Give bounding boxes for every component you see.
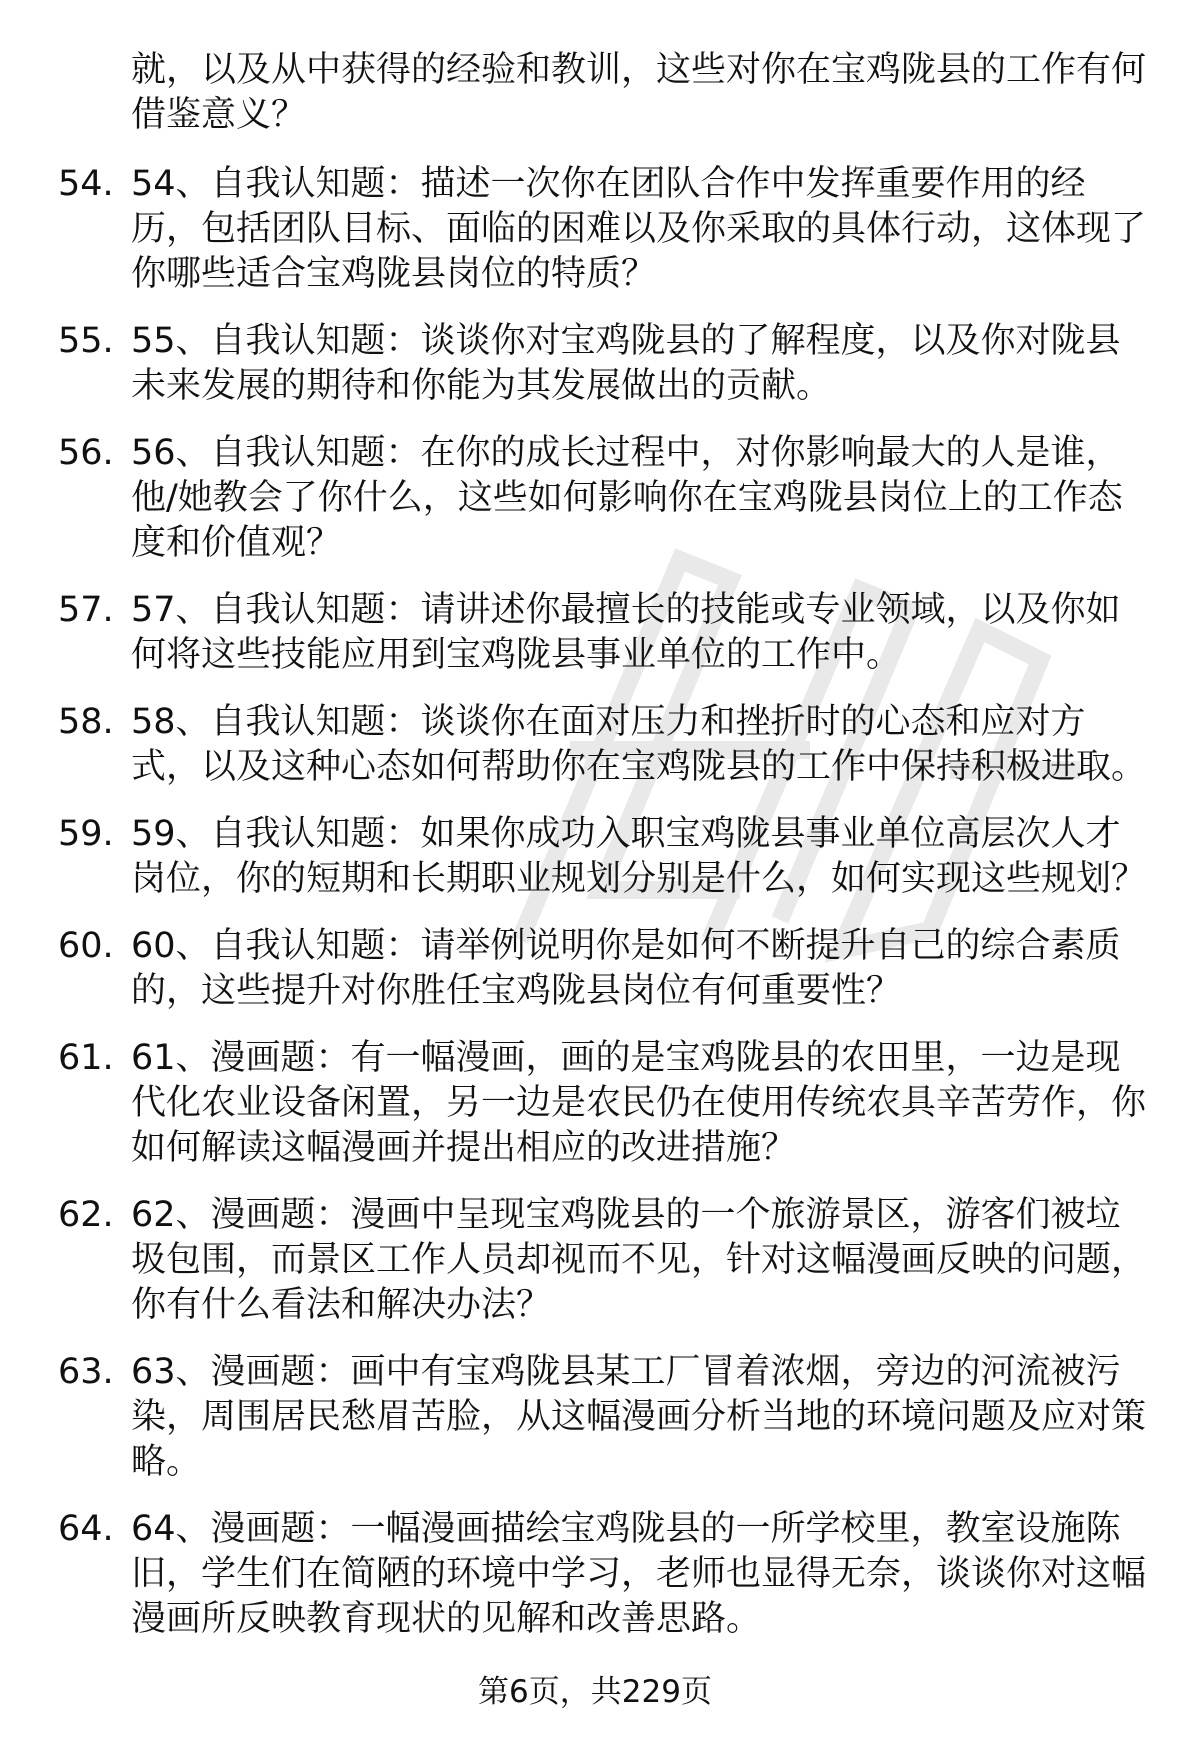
question-number: 63. — [58, 1352, 114, 1392]
question-item — [58, 162, 1158, 297]
page-footer: 第6页，共229页 — [478, 1674, 712, 1710]
question-number: 54. — [58, 164, 114, 204]
question-list-container — [58, 48, 1158, 1664]
question-number: 55. — [58, 321, 114, 361]
question-number: 59. — [58, 814, 114, 854]
question-text: 55、自我认知题：谈谈你对宝鸡陇县的了解程度，以及你对陇县未来发展的期待和你能为其发展做出的贡献。 — [131, 321, 1121, 406]
question-text: 58、自我认知题：谈谈你在面对压力和挫折时的心态和应对方式，以及这种心态如何帮助你在宝鸡陇县的工作中保持积极进取。 — [131, 702, 1147, 787]
question-item — [58, 319, 1158, 409]
question-text: 63、漫画题：画中有宝鸡陇县某工厂冒着浓烟，旁边的河流被污染，周围居民愁眉苦脸，从这幅漫画分析当地的环境问题及应对策略。 — [131, 1352, 1147, 1482]
question-item — [58, 924, 1158, 1014]
question-text: 57、自我认知题：请讲述你最擅长的技能或专业领域，以及你如何将这些技能应用到宝鸡陇县事业单位的工作中。 — [131, 590, 1121, 675]
question-item — [58, 812, 1158, 902]
question-item — [58, 588, 1158, 678]
question-text: 64、漫画题：一幅漫画描绘宝鸡陇县的一所学校里，教室设施陈旧，学生们在简陋的环境中学习，老师也显得无奈，谈谈你对这幅漫画所反映教育现状的见解和改善思路。 — [131, 1509, 1147, 1639]
question-text: 62、漫画题：漫画中呈现宝鸡陇县的一个旅游景区，游客们被垃圾包围，而景区工作人员却视而不见，针对这幅漫画反映的问题，你有什么看法和解决办法？ — [131, 1195, 1147, 1325]
question-item — [58, 700, 1158, 790]
question-text: 56、自我认知题：在你的成长过程中，对你影响最大的人是谁，他/她教会了你什么，这些如何影响你在宝鸡陇县岗位上的工作态度和价值观？ — [131, 433, 1123, 563]
question-number: 58. — [58, 702, 114, 742]
question-text: 54、自我认知题：描述一次你在团队合作中发挥重要作用的经历，包括团队目标、面临的困难以及你采取的具体行动，这体现了你哪些适合宝鸡陇县岗位的特质？ — [131, 164, 1147, 294]
question-item — [58, 431, 1158, 566]
question-number: 64. — [58, 1509, 114, 1549]
question-number: 62. — [58, 1195, 114, 1235]
question-item — [58, 1193, 1158, 1328]
question-number: 56. — [58, 433, 114, 473]
question-number: 61. — [58, 1038, 114, 1078]
question-item — [58, 1507, 1158, 1642]
question-item — [58, 1036, 1158, 1171]
question-text: 60、自我认知题：请举例说明你是如何不断提升自己的综合素质的，这些提升对你胜任宝鸡陇县岗位有何重要性？ — [131, 926, 1121, 1011]
question-text: 59、自我认知题：如果你成功入职宝鸡陇县事业单位高层次人才岗位，你的短期和长期职业规划分别是什么，如何实现这些规划？ — [131, 814, 1147, 899]
question-list — [58, 162, 1158, 1642]
question-number: 60. — [58, 926, 114, 966]
question-text: 61、漫画题：有一幅漫画，画的是宝鸡陇县的农田里，一边是现代化农业设备闲置，另一边是农民仍在使用传统农具辛苦劳作，你如何解读这幅漫画并提出相应的改进措施？ — [131, 1038, 1147, 1168]
question-number: 57. — [58, 590, 114, 630]
question-item — [58, 1350, 1158, 1485]
continuation-text: 就，以及从中获得的经验和教训，这些对你在宝鸡陇县的工作有何借鉴意义？ — [131, 50, 1147, 135]
